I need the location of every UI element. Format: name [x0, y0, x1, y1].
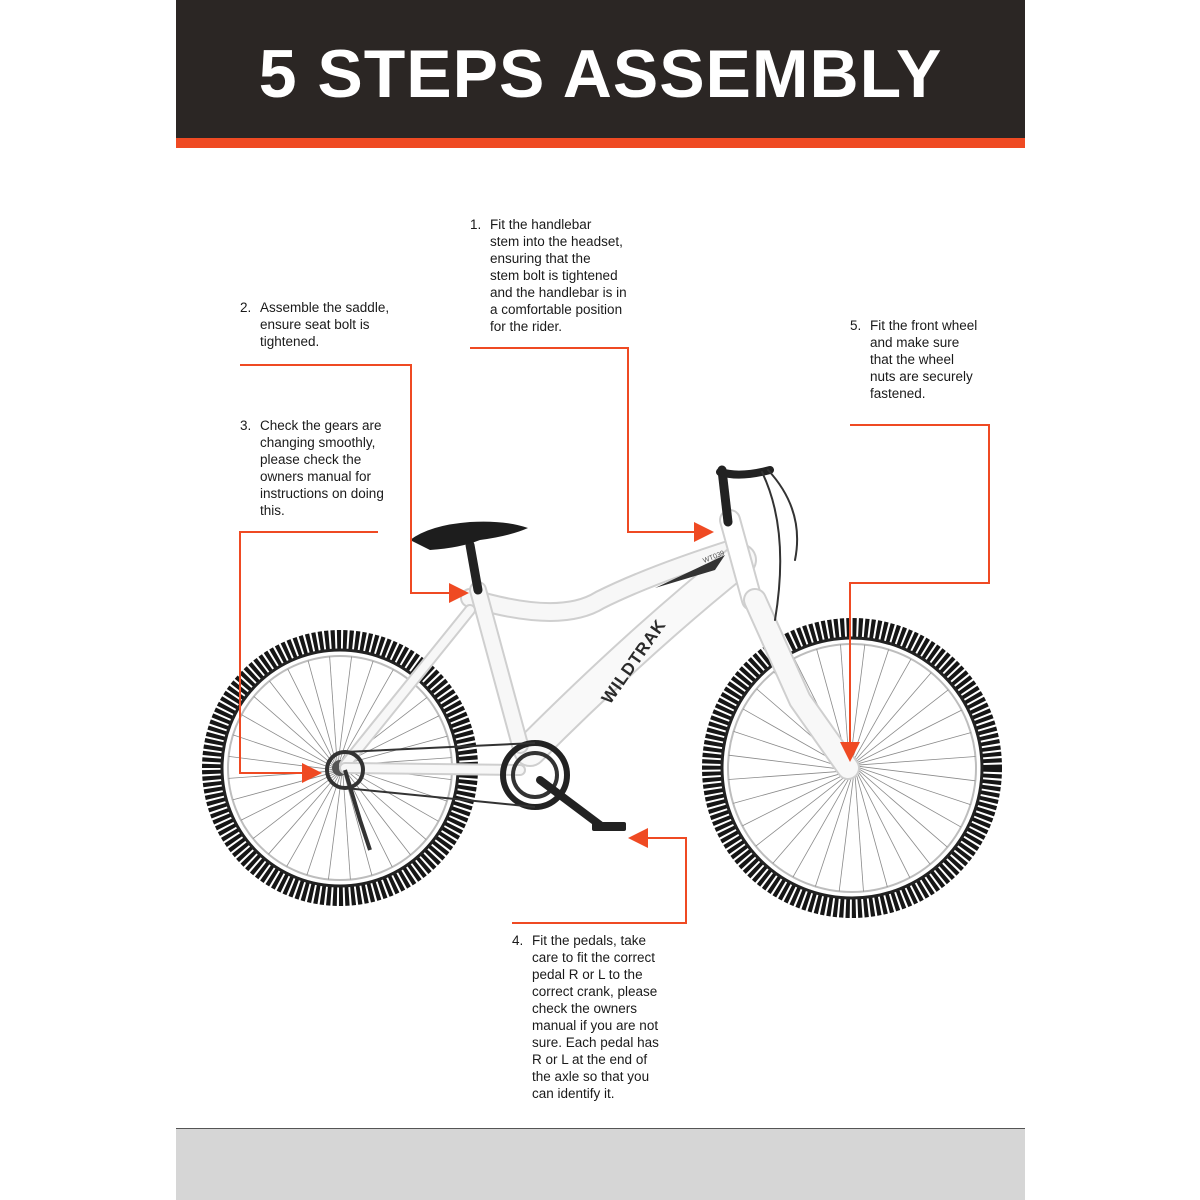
leader-line-step-4 [512, 838, 686, 923]
step-2-callout [240, 299, 430, 350]
step-5-text: Fit the front wheel and make sure that the wheel nuts are securely fastened. [870, 318, 978, 401]
wheel-spoke [287, 776, 339, 867]
wheel-spoke [742, 774, 846, 826]
wheel-spoke [233, 772, 334, 799]
wheel-spoke [859, 772, 930, 864]
step-1-callout [470, 216, 670, 335]
wheel-spoke [856, 690, 948, 761]
step-4-number: 4. [512, 933, 524, 948]
page-title: 5 STEPS ASSEMBLY [258, 36, 943, 112]
brand-decal: WILDTRAK [597, 615, 670, 708]
wheel-spoke [269, 681, 333, 764]
step-4-callout [512, 932, 702, 1102]
step-3-callout [240, 417, 430, 519]
wheel-spoke [859, 757, 975, 765]
wheel-spoke [308, 661, 335, 762]
wheel-spoke [241, 774, 334, 821]
wheel-spoke [855, 775, 863, 891]
wheel-spoke [253, 775, 336, 839]
wheel-spoke [793, 776, 850, 877]
step-2-text: Assemble the saddle, ensure seat bolt is tightened. [260, 300, 390, 349]
step-4-text: Fit the pedals, take care to fit the correct pedal R or L to the correct crank, please check the owners manual if you are not sure. Each pedal has R or L at the end of the axle so that you can identify it. [532, 933, 659, 1101]
step-3-text: Check the gears are changing smoothly, please check the owners manual for instructions on doing this. [260, 418, 384, 518]
pedal-shape [592, 822, 626, 831]
model-code-label: WT039 [702, 549, 726, 565]
step-5-callout [850, 317, 1020, 402]
wheel-spoke [858, 710, 962, 762]
footer-band [176, 1129, 1025, 1200]
wheel-spoke [242, 715, 333, 767]
step-1-text: Fit the handlebar stem into the headset, ensuring that the stem bolt is tightened and the handlebar is in a comfortable position for the rider. [490, 217, 627, 334]
step-1-number: 1. [470, 217, 482, 232]
step-2-number: 2. [240, 300, 252, 315]
wheel-spoke [858, 774, 910, 878]
step-5-number: 5. [850, 318, 862, 333]
wheel-spoke [854, 659, 911, 760]
wheel-spoke [860, 770, 961, 827]
wheel-spoke [729, 771, 845, 779]
step-3-number: 3. [240, 418, 252, 433]
leader-line-step-1 [470, 348, 710, 532]
wheel-spoke [756, 775, 848, 846]
wheel-spoke [288, 669, 335, 762]
